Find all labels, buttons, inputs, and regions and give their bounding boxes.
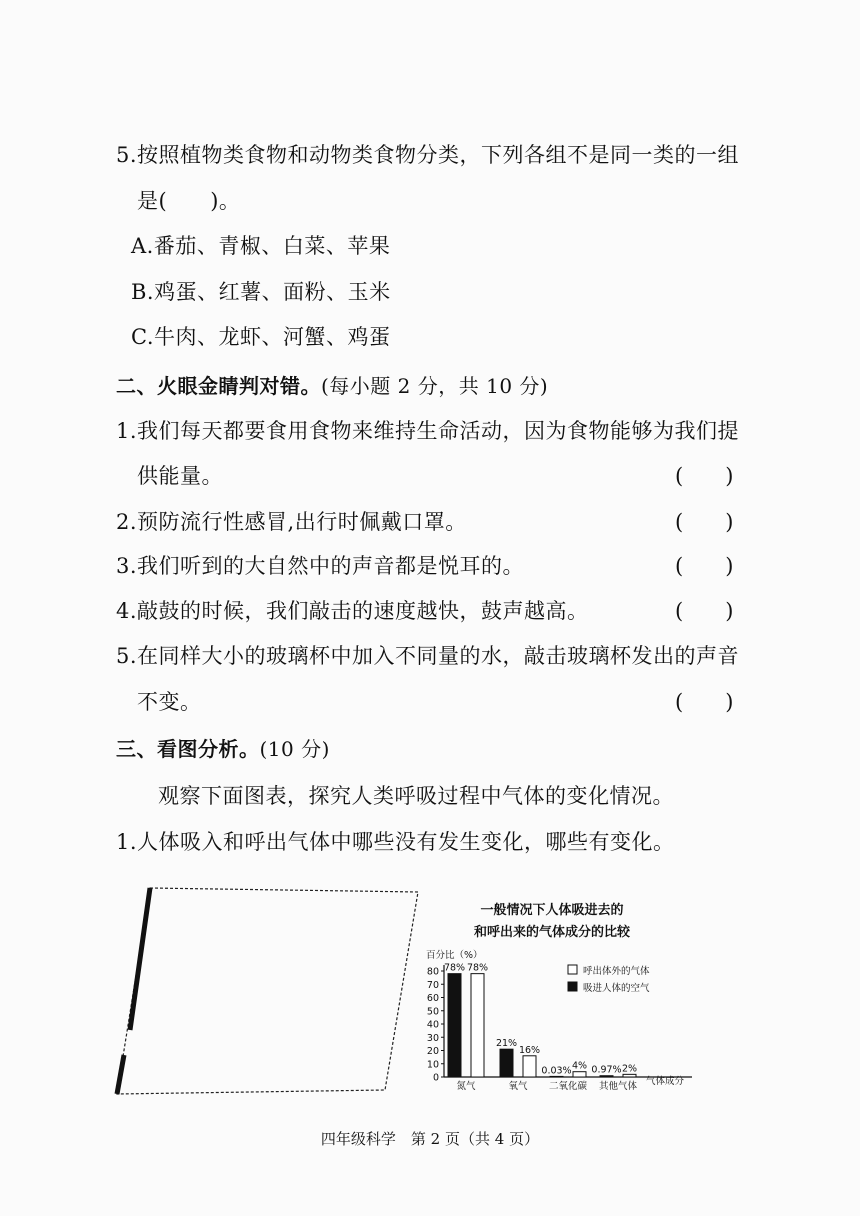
gas-comparison-chart — [420, 895, 700, 1100]
x-category-label: 氮气 — [456, 1081, 476, 1092]
q5-stem-line2: 是( )。 — [137, 189, 241, 213]
judge-item-5-line2: 不变。 — [137, 690, 202, 714]
q5-stem-line1: 5.按照植物类食物和动物类食物分类，下列各组不是同一类的一组 — [116, 143, 740, 167]
x-category-label: 氧气 — [508, 1081, 528, 1092]
answer-blank-4[interactable]: ( ) — [675, 599, 734, 623]
answer-blank-1[interactable]: ( ) — [675, 464, 734, 488]
judge-item-5-line1: 5.在同样大小的玻璃杯中加入不同量的水，敲击玻璃杯发出的声音 — [116, 644, 740, 668]
answer-box-border — [117, 888, 418, 1094]
judge-item-2: 2.预防流行性感冒,出行时佩戴口罩。 — [116, 510, 467, 534]
section2-heading — [116, 370, 548, 399]
section3-intro: 观察下面图表，探究人类呼吸过程中气体的变化情况。 — [158, 784, 674, 808]
y-tick-label: 80 — [426, 966, 439, 978]
legend-label-exhaled: 呼出体外的气体 — [583, 966, 650, 977]
y-tick-label: 50 — [426, 1006, 439, 1018]
bar-inhaled-2 — [550, 1076, 563, 1077]
chart-title-line2: 和呼出来的气体成分的比较 — [473, 925, 631, 940]
section3-q1: 1.人体吸入和呼出气体中哪些没有发生变化，哪些有变化。 — [116, 830, 675, 854]
section3-heading — [116, 733, 330, 762]
bar-value-label: 16% — [518, 1044, 541, 1056]
q5-option-c: C.牛肉、龙虾、河蟹、鸡蛋 — [131, 325, 391, 349]
page-footer: 四年级科学 第 2 页（共 4 页） — [320, 1130, 540, 1148]
bar-inhaled-1 — [500, 1049, 513, 1077]
bar-inhaled-0 — [448, 974, 461, 1077]
y-tick-label: 10 — [426, 1059, 439, 1071]
bar-value-label: 2% — [621, 1063, 638, 1075]
section3-note: (10 分) — [259, 737, 330, 761]
bar-exhaled-0 — [471, 974, 484, 1077]
bar-value-label: 21% — [495, 1038, 518, 1050]
bar-value-label: 78% — [466, 962, 489, 974]
legend-swatch-exhaled — [568, 965, 577, 974]
chart-title-line1: 一般情况下人体吸进去的 — [480, 903, 624, 918]
y-tick-label: 70 — [426, 979, 439, 991]
judge-item-1-line1: 1.我们每天都要食用食物来维持生命活动，因为食物能够为我们提 — [116, 419, 740, 443]
y-tick-label: 0 — [432, 1072, 439, 1084]
judge-item-4: 4.敲鼓的时候，我们敲击的速度越快，鼓声越高。 — [116, 599, 589, 623]
section3-title: 三、看图分析。 — [116, 737, 260, 761]
answer-box[interactable] — [105, 880, 425, 1100]
y-tick-label: 40 — [426, 1019, 439, 1031]
section2-note: (每小题 2 分，共 10 分) — [321, 374, 549, 398]
bar-value-label: 4% — [571, 1060, 588, 1072]
judge-item-3: 3.我们听到的大自然中的声音都是悦耳的。 — [116, 554, 525, 578]
bar-exhaled-3 — [623, 1074, 636, 1077]
bar-value-label: 0.03% — [541, 1065, 572, 1077]
q5-option-b: B.鸡蛋、红薯、面粉、玉米 — [131, 280, 391, 304]
answer-blank-2[interactable]: ( ) — [675, 510, 734, 534]
section2-title: 二、火眼金睛判对错。 — [116, 374, 321, 398]
y-tick-label: 20 — [426, 1046, 439, 1057]
legend-swatch-inhaled — [568, 982, 577, 991]
bar-inhaled-3 — [600, 1076, 613, 1077]
chart-legend — [568, 965, 650, 994]
answer-box-bold-edge-upper — [130, 888, 150, 1030]
judge-item-1-line2: 供能量。 — [137, 464, 223, 488]
bar-exhaled-2 — [573, 1072, 586, 1077]
bar-value-label: 78% — [443, 962, 466, 974]
x-category-label: 其他气体 — [598, 1081, 638, 1092]
q5-option-a: A.番茄、青椒、白菜、苹果 — [131, 234, 391, 258]
chart-ylabel: 百分比（%） — [426, 950, 483, 961]
answer-box-bold-edge-lower — [117, 1055, 124, 1094]
answer-blank-3[interactable]: ( ) — [675, 554, 734, 578]
answer-blank-5[interactable]: ( ) — [675, 690, 734, 714]
bar-value-label: 0.97% — [591, 1064, 622, 1076]
legend-label-inhaled: 吸进人体的空气 — [583, 983, 650, 994]
x-category-label: 二氧化碳 — [548, 1081, 588, 1092]
chart-xlabel: 气体成分 — [646, 1076, 685, 1087]
y-tick-label: 60 — [426, 993, 439, 1004]
bar-exhaled-1 — [523, 1056, 536, 1077]
y-tick-label: 30 — [426, 1032, 439, 1044]
